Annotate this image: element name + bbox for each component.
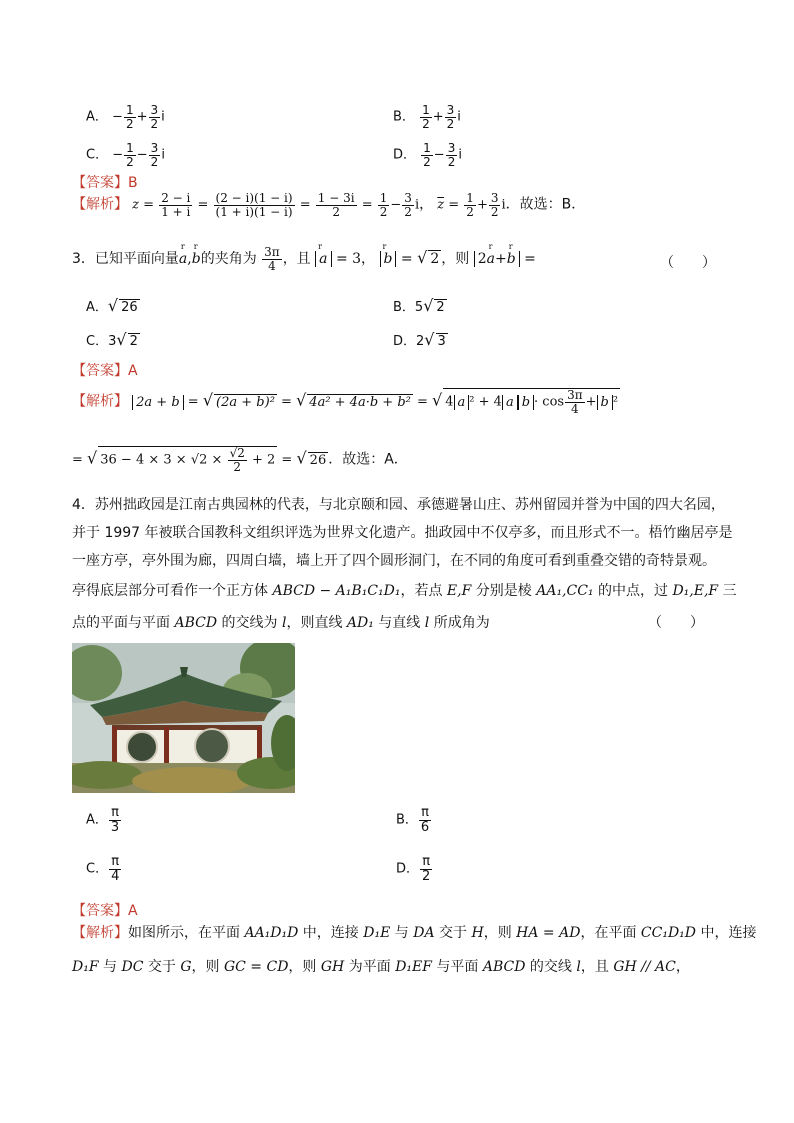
q4-analysis-line1: 【解析】如图所示，在平面 AA₁D₁D 中，连接 D₁E 与 DA 交于 H，则 HA = AD，在平面 CC₁D₁D 中，连接 (72, 925, 757, 941)
q3-analysis-line1: 【解析】 2a + b = √ (2a + b)² = √ 4a² + 4a·b + b² = √ 4 a ² + 4 a b · cos $\frac{3\pi}{4}$ + b ² (72, 388, 619, 416)
q4-option-c: C． $\frac{\pi}{4}$ (86, 854, 120, 884)
q4-option-a: A． $\frac{\pi}{3}$ (86, 805, 120, 835)
q2-answer: 【答案】B (72, 175, 138, 191)
pavilion-photo (72, 643, 295, 793)
q3-option-b: B．5√ 2 (393, 296, 445, 315)
q2-option-d: D． $\frac{1}{2}$ − $\frac{3}{2}$ i (393, 141, 462, 169)
q4-stem-line2: 并于 1997 年被联合国教科文组织评选为世界文化遗产。拙政园中不仅亭多，而且形式不一。梧竹幽居亭是 (72, 525, 733, 541)
q3-option-d: D．2√ 3 (393, 330, 446, 349)
q4-stem-line3: 一座方亭，亭外围为廊，四周白墙，墙上开了四个圆形洞门，在不同的角度可看到重叠交错的奇特景观。 (72, 553, 716, 569)
q3-option-c: C．3√ 2 (86, 330, 138, 349)
q2-option-c: C． − $\frac{1}{2}$ − $\frac{3}{2}$ i (86, 141, 165, 169)
q4-option-d: D． $\frac{\pi}{2}$ (396, 854, 431, 884)
q2-option-a: A． − $\frac{1}{2}$ + $\frac{3}{2}$ i (86, 103, 165, 131)
q4-analysis-line2: D₁F 与 DC 交于 G，则 GC = CD，则 GH 为平面 D₁EF 与平面 ABCD 的交线 l，且 GH // AC， (72, 959, 690, 975)
q4-answer: 【答案】A (72, 903, 138, 919)
q4-option-b: B． $\frac{\pi}{6}$ (396, 805, 430, 835)
q4-answer-bracket: （ ） (648, 615, 704, 631)
q4-stem-line1: 4．苏州拙政园是江南古典园林的代表，与北京颐和园、承德避暑山庄、苏州留园并誉为中国的四大名园， (72, 497, 725, 513)
q2-option-b: B． $\frac{1}{2}$ + $\frac{3}{2}$ i (393, 103, 461, 131)
q3-answer-bracket: （ ） (660, 255, 716, 271)
q3-answer: 【答案】A (72, 363, 138, 379)
q4-stem-line4: 亭得底层部分可看作一个正方体 ABCD − A₁B₁C₁D₁，若点 E,F 分别是棱 AA₁,CC₁ 的中点，过 D₁,E,F 三 (72, 583, 737, 599)
q4-stem-line5: 点的平面与平面 ABCD 的交线为 l，则直线 AD₁ 与直线 l 所成角为 (72, 615, 490, 631)
q3-option-a: A．√ 26 (86, 296, 138, 315)
q2-analysis: 【解析】 z = $\frac{2 - i}{1 + i}$ = $\frac{(2 - i)(1 - i)}{(1 + i)(1 - i)}$ = $\frac{1 - 3i}{2}$ = $\frac{1}{2}$ − $\frac{3}{2}$ i， $\overline{z}$ = $\frac{1}{2}$ + $\frac{3}{2}$ i．故选：B． (72, 191, 586, 219)
q3-stem: 3．已知平面向量r a,r b的夹角为 $\frac{3\pi}{4}$ ，且 r a = 3， r b = √ 2 ，则 2r a+r b = (72, 246, 536, 272)
q3-analysis-line2: = √ 36 − 4 × 3 × √2 × $\frac{√2}{2}$ + 2 = √ 26 ．故选：A． (72, 446, 408, 474)
